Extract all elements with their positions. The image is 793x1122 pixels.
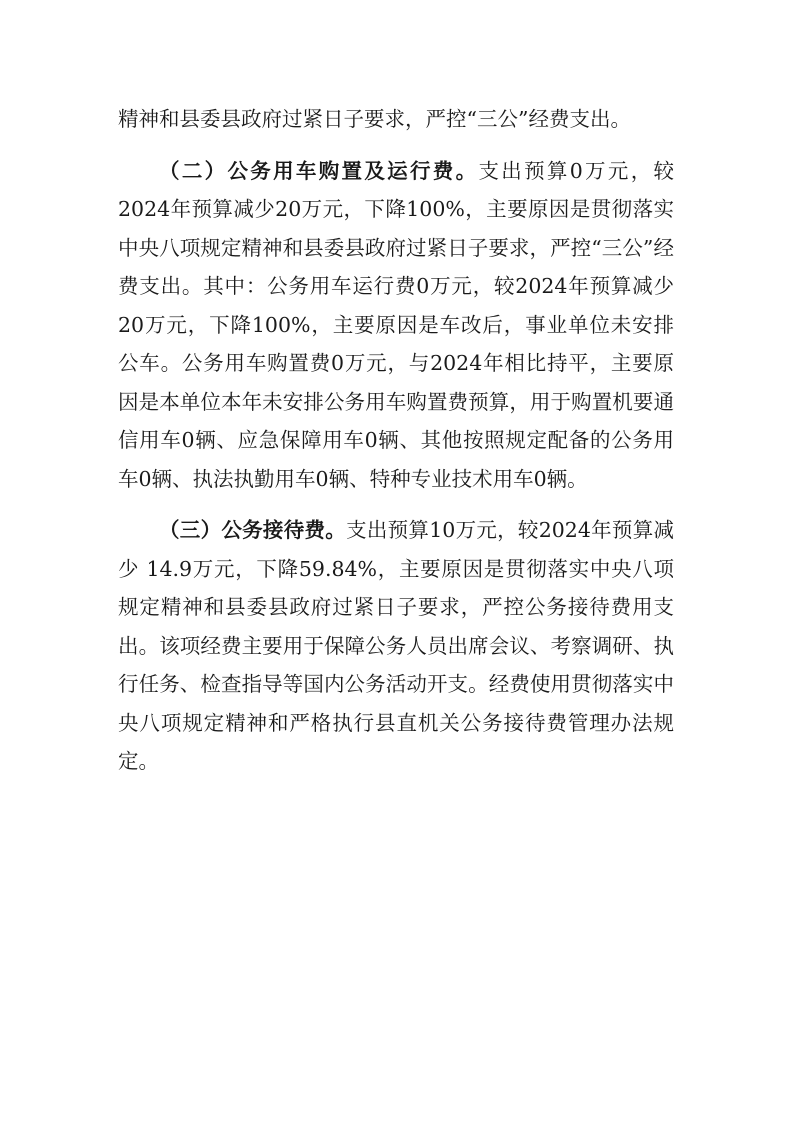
section-heading-vehicle: （二）公务用车购置及运行费。 (159, 158, 479, 183)
paragraph-text: 精神和县委县政府过紧日子要求，严控“三公”经费支出。 (118, 107, 631, 131)
reception-expense-paragraph (118, 511, 674, 781)
vehicle-expense-paragraph (118, 152, 674, 499)
document-page (118, 100, 674, 781)
section-heading-reception: （三）公务接待费。 (159, 518, 347, 542)
continuation-paragraph (118, 100, 674, 139)
paragraph-text: 支出预算10万元，较2024年预算减少 14.9万元，下降59.84%，主要原因是贯彻落实中央八项规定精神和县委县政府过紧日子要求，严控公务接待费用支出。该项经费主要用于保障公务人员出席会议、考察调研、执行任务、检查指导等国内公务活动开支。经费使用贯彻落实中央八项规定精神和严格执行县直机关公务接待费管理办法规定。 (118, 518, 675, 773)
paragraph-text: 支出预算0万元，较2024年预算减少20万元，下降100%，主要原因是贯彻落实中央八项规定精神和县委县政府过紧日子要求，严控“三公”经费支出。其中：公务用车运行费0万元，较2024年预算减少20万元，下降100%，主要原因是车改后，事业单位未安排公车。公务用车购置费0万元，与2024年相比持平，主要原因是本单位本年未安排公务用车购置费预算，用于购置机要通信用车0辆、应急保障用车0辆、其他按照规定配备的公务用车0辆、执法执勤用车0辆、特种专业技术用车0辆。 (118, 158, 675, 491)
